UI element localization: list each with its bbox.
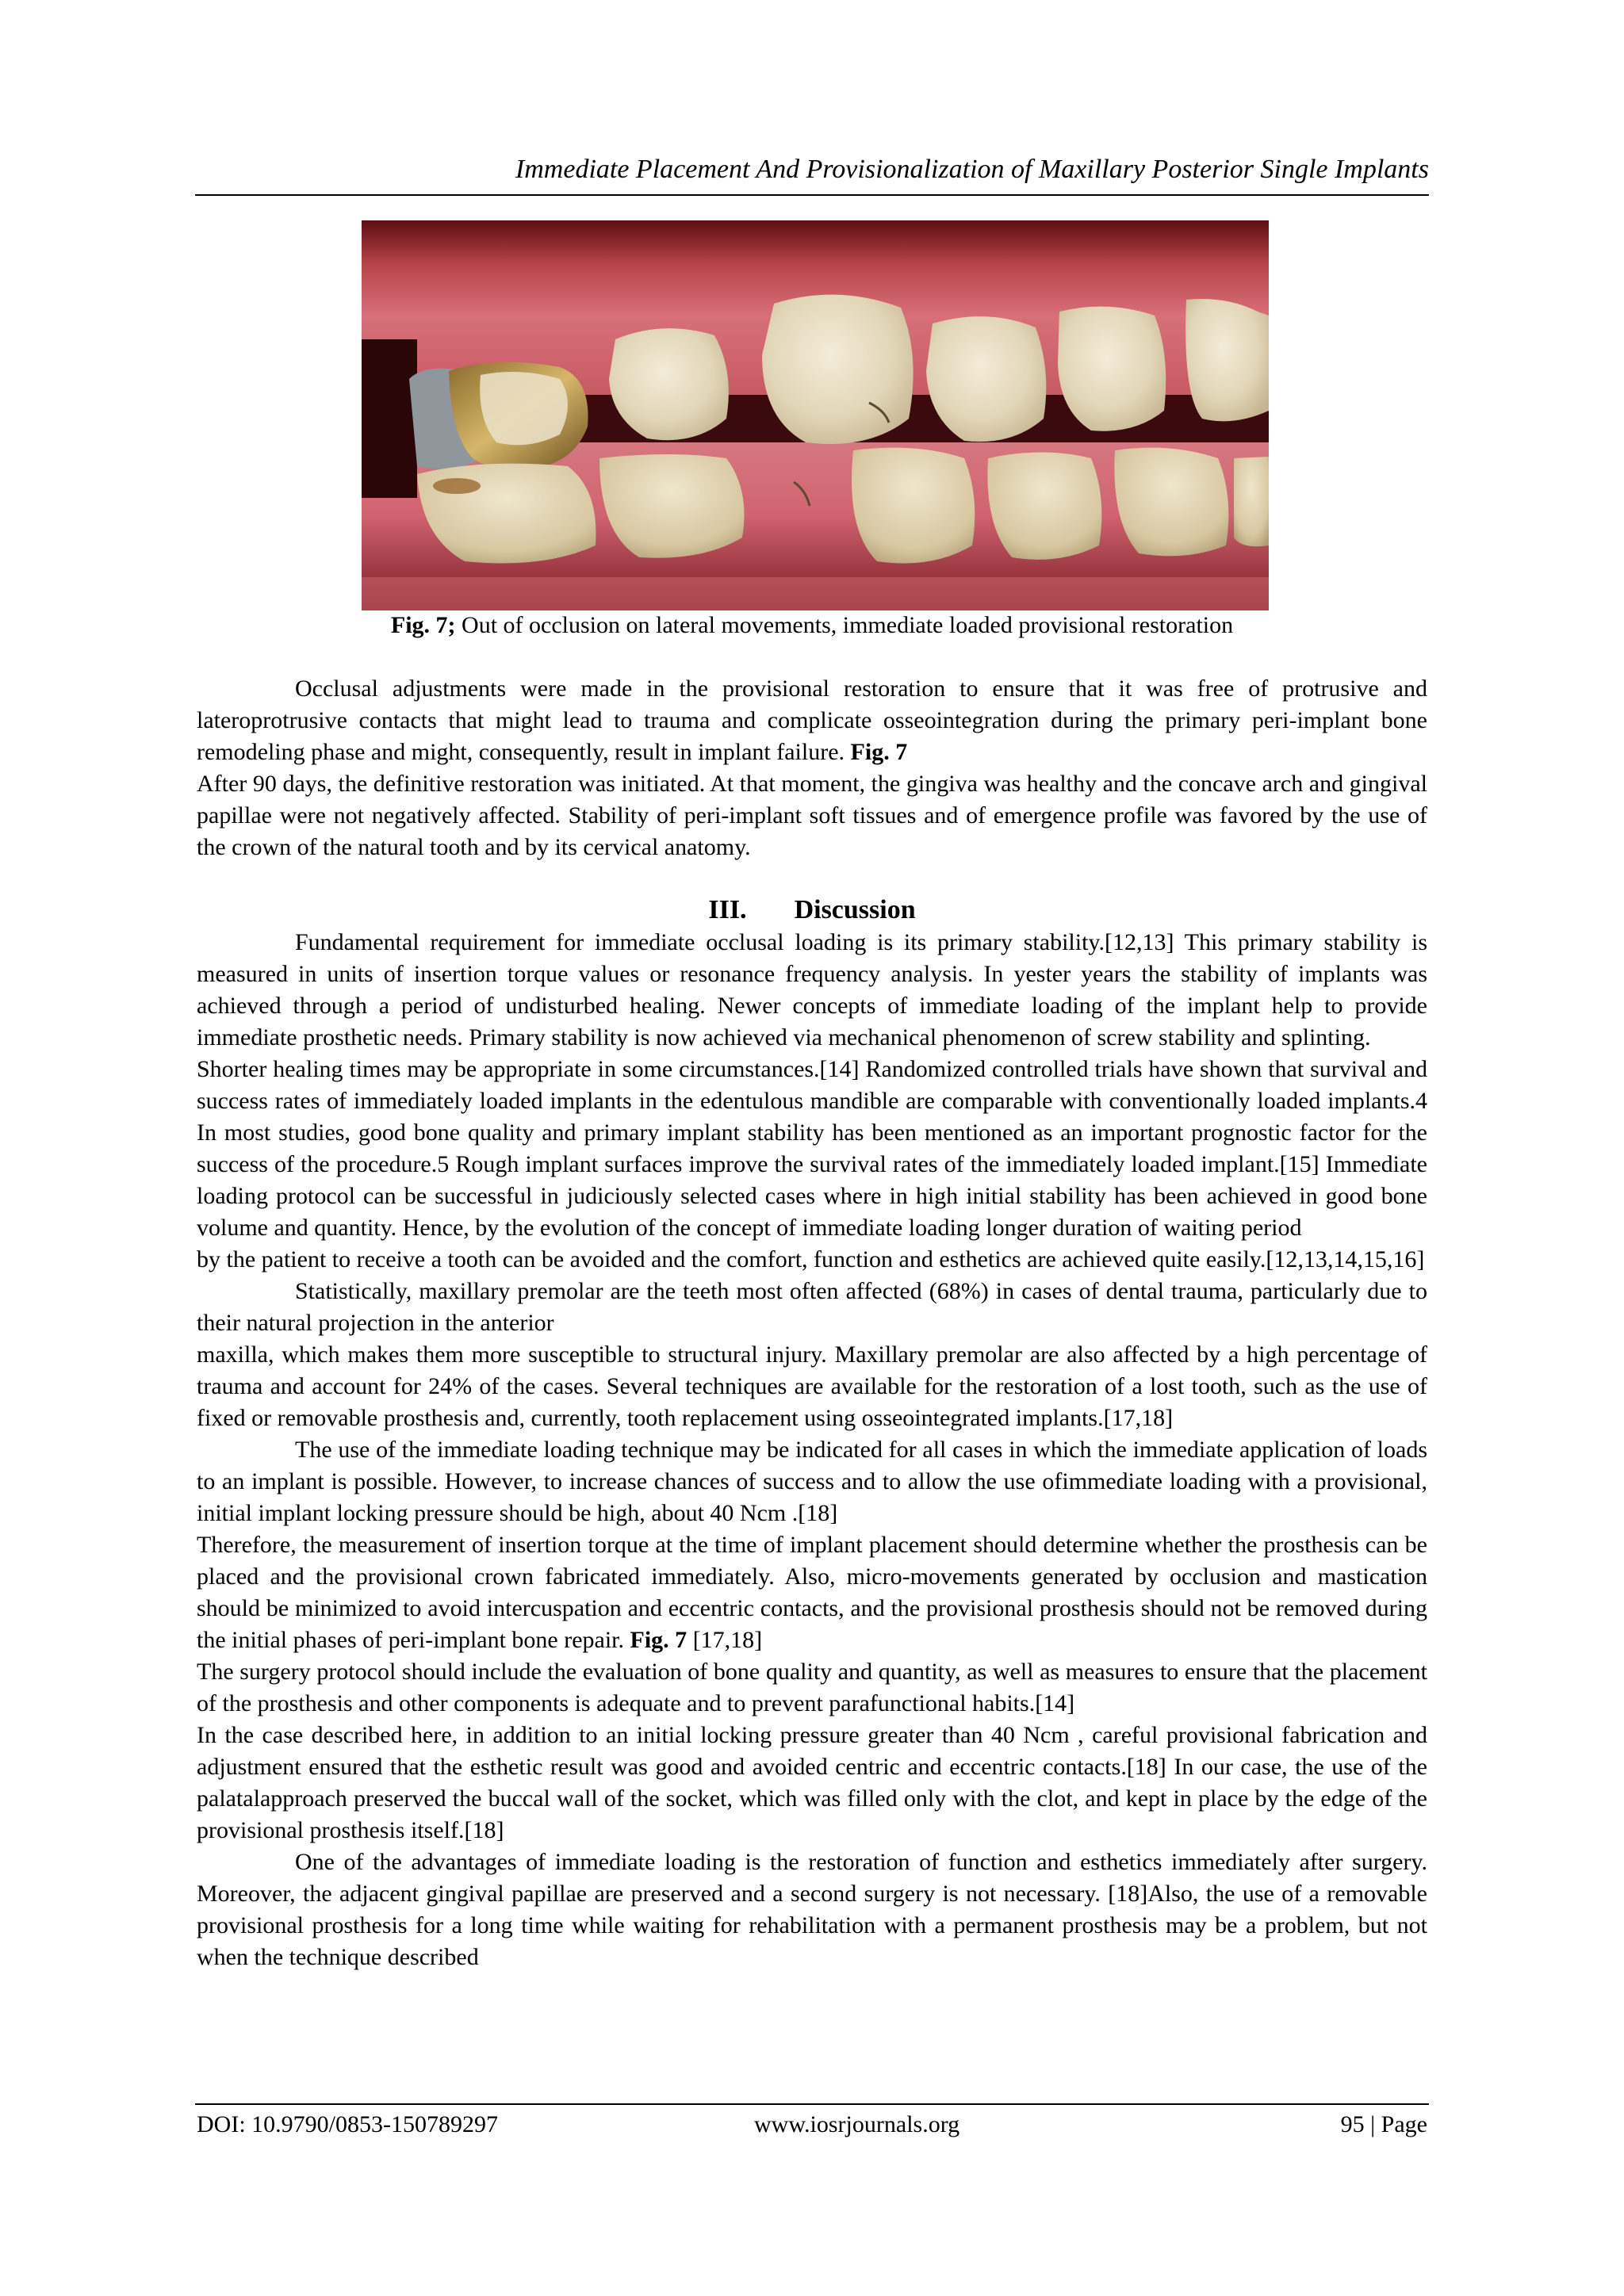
discussion-paragraph: In the case described here, in addition to an initial locking pressure greater than 40 Ncm , careful provisional fabrication and adjustment ensured that the esthetic result was good and avoided centric and eccentric contacts.[18] In our case, the use of the palatalapproach preserved the buccal wall of the socket, which was filled only with the clot, and kept in place by the edge of the provisional prosthesis itself.[18] bbox=[197, 1722, 1427, 1843]
discussion-paragraph: The surgery protocol should include the evaluation of bone quality and quantity, as well as measures to ensure that the placement of the prosthesis and other components is adequate and to prevent parafunctional habits.[14] bbox=[197, 1659, 1427, 1716]
running-title: Immediate Placement And Provisionalization of Maxillary Posterior Single Implants bbox=[515, 155, 1429, 184]
figure-caption-text: Out of occlusion on lateral movements, immediate loaded provisional restoration bbox=[455, 612, 1234, 638]
page-footer bbox=[195, 2103, 1429, 2145]
discussion-paragraph: Fundamental requirement for immediate occlusal loading is its primary stability.[12,13] This primary stability is measured in units of insertion torque values or resonance frequency analysis. In yester years the stability of implants was achieved through a period of undisturbed healing. Newer concepts of immediate loading of the implant help to provide immediate prosthetic needs. Primary stability is now achieved via mechanical phenomenon of screw stability and splinting. bbox=[197, 929, 1427, 1050]
paragraph-definitive-restoration: After 90 days, the definitive restoration was initiated. At that moment, the gingiva was healthy and the concave arch and gingival papillae were not negatively affected. Stability of peri-implant soft tissues and of emergence profile was favored by the use of the crown of the natural tooth and by its cervical anatomy. bbox=[197, 771, 1427, 860]
journal-website: www.iosrjournals.org bbox=[754, 2111, 960, 2137]
discussion-paragraph: Shorter healing times may be appropriate in some circumstances.[14] Randomized controlled trials have shown that survival and success rates of immediately loaded implants in the edentulous mandible are comparable with conventionally loaded implants.4 In most studies, good bone quality and primary implant stability has been mentioned as an important prognostic factor for the success of the procedure.5 Rough implant surfaces improve the survival rates of the immediately loaded implant.[15] Immediate loading protocol can be successful in judiciously selected cases where in high initial stability has been achieved in good bone volume and quantity. Hence, by the evolution of the concept of immediate loading longer duration of waiting period bbox=[197, 1056, 1427, 1241]
discussion-paragraph: One of the advantages of immediate loading is the restoration of function and esthetics immediately after surgery. Moreover, the adjacent gingival papillae are preserved and a second surgery is not necessary. [18]Also, the use of a removable provisional prosthesis for a long time while waiting for rehabilitation with a permanent prosthesis may be a problem, but not when the technique described bbox=[197, 1849, 1427, 1970]
citation: [17,18] bbox=[687, 1627, 763, 1653]
figure-reference: Fig. 7 bbox=[850, 739, 908, 765]
discussion-text bbox=[197, 927, 1427, 1973]
paragraph-text: Occlusal adjustments were made in the provisional restoration to ensure that it was free of protrusive and lateroprotrusive contacts that might lead to trauma and complicate osseointegration during the primary peri-implant bone remodeling phase and might, consequently, result in implant failure. bbox=[197, 675, 1427, 765]
doi: DOI: 10.9790/0853-150789297 bbox=[197, 2111, 498, 2137]
figure-caption bbox=[0, 612, 1624, 639]
page-header bbox=[195, 153, 1429, 196]
discussion-paragraph bbox=[197, 1529, 1427, 1656]
paragraph-occlusal-adjustments bbox=[197, 673, 1427, 768]
figure-reference: Fig. 7 bbox=[630, 1627, 688, 1653]
section-heading bbox=[0, 895, 1624, 925]
page-number: 95 | Page bbox=[1340, 2111, 1427, 2137]
discussion-paragraph: Statistically, maxillary premolar are the teeth most often affected (68%) in cases of dental trauma, particularly due to their natural projection in the anterior bbox=[197, 1278, 1427, 1336]
discussion-paragraph: The use of the immediate loading technique may be indicated for all cases in which the immediate application of loads to an implant is possible. However, to increase chances of success and to allow the use ofimmediate loading with a provisional, initial implant locking pressure should be high, about 40 Ncm .[18] bbox=[197, 1437, 1427, 1526]
section-title: Discussion bbox=[794, 895, 916, 924]
section-number: III. bbox=[708, 895, 747, 924]
results-text bbox=[197, 673, 1427, 863]
discussion-paragraph: maxilla, which makes them more susceptible to structural injury. Maxillary premolar are also affected by a high percentage of trauma and account for 24% of the cases. Several techniques are available for the restoration of a lost tooth, such as the use of fixed or removable prosthesis and, currently, tooth replacement using osseointegrated implants.[17,18] bbox=[197, 1341, 1427, 1431]
figure-label: Fig. 7; bbox=[390, 612, 456, 638]
paragraph-text: Therefore, the measurement of insertion torque at the time of implant placement should determine whether the prosthesis can be placed and the provisional crown fabricated immediately. Also, micro-movements generated by occlusion and mastication should be minimized to avoid intercuspation and eccentric contacts, and the provisional prosthesis should not be removed during the initial phases of peri-implant bone repair. bbox=[197, 1532, 1427, 1653]
discussion-paragraph: by the patient to receive a tooth can be avoided and the comfort, function and esthetics are achieved quite easily.[12,13,14,15,16] bbox=[197, 1246, 1425, 1272]
teeth-photo-illustration bbox=[362, 220, 1269, 610]
clinical-photo bbox=[362, 220, 1269, 610]
